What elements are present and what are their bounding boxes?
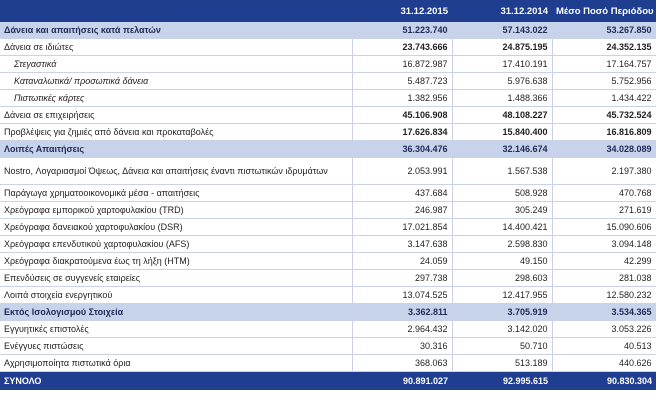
cell-2015: 51.223.740 — [352, 22, 452, 39]
total-2015: 90.891.027 — [352, 372, 452, 391]
cell-average: 470.768 — [552, 185, 656, 202]
cell-average: 15.090.606 — [552, 219, 656, 236]
cell-2015: 1.382.956 — [352, 90, 452, 107]
cell-2015: 297.738 — [352, 270, 452, 287]
table-row — [0, 219, 656, 236]
cell-2015: 3.362.811 — [352, 304, 452, 321]
cell-average: 45.732.524 — [552, 107, 656, 124]
cell-average: 1.434.422 — [552, 90, 656, 107]
row-label: Χρεόγραφα επενδυτικού χαρτοφυλακίου (AFS) — [0, 236, 352, 253]
row-label: Χρεόγραφα εμπορικού χαρτοφυλακίου (TRD) — [0, 202, 352, 219]
table-row — [0, 124, 656, 141]
cell-2015: 2.964.432 — [352, 321, 452, 338]
cell-2014: 305.249 — [452, 202, 552, 219]
table-row — [0, 90, 656, 107]
header-col-2015: 31.12.2015 — [352, 0, 452, 22]
cell-average: 3.534.365 — [552, 304, 656, 321]
cell-average: 271.619 — [552, 202, 656, 219]
cell-2014: 15.840.400 — [452, 124, 552, 141]
cell-2014: 1.567.538 — [452, 158, 552, 185]
row-label: Εκτός Ισολογισμού Στοιχεία — [0, 304, 352, 321]
table-row — [0, 253, 656, 270]
cell-2014: 49.150 — [452, 253, 552, 270]
cell-2014: 48.108.227 — [452, 107, 552, 124]
row-label: Λοιπές Απαιτήσεις — [0, 141, 352, 158]
cell-2014: 3.705.919 — [452, 304, 552, 321]
table-row — [0, 321, 656, 338]
cell-average: 281.038 — [552, 270, 656, 287]
row-label: Λοιπά στοιχεία ενεργητικού — [0, 287, 352, 304]
header-blank-cell — [0, 0, 352, 22]
cell-2014: 5.976.638 — [452, 73, 552, 90]
row-label: Εγγυητικές επιστολές — [0, 321, 352, 338]
cell-average: 40.513 — [552, 338, 656, 355]
cell-2014: 12.417.955 — [452, 287, 552, 304]
table-row — [0, 202, 656, 219]
total-label: ΣΥΝΟΛΟ — [0, 372, 352, 391]
cell-2014: 513.189 — [452, 355, 552, 372]
row-label: Προβλέψεις για ζημιές από δάνεια και προκαταβολές — [0, 124, 352, 141]
header-col-2014: 31.12.2014 — [452, 0, 552, 22]
cell-2015: 24.059 — [352, 253, 452, 270]
cell-average: 24.352.135 — [552, 39, 656, 56]
row-label: Στεγαστικά — [0, 56, 352, 73]
row-label: Ενέγγυες πιστώσεις — [0, 338, 352, 355]
cell-2015: 13.074.525 — [352, 287, 452, 304]
cell-2014: 32.146.674 — [452, 141, 552, 158]
cell-average: 3.094.148 — [552, 236, 656, 253]
cell-2015: 2.053.991 — [352, 158, 452, 185]
cell-2014: 57.143.022 — [452, 22, 552, 39]
cell-average: 53.267.850 — [552, 22, 656, 39]
row-label: Χρεόγραφα διακρατούμενα έως τη λήξη (HTM) — [0, 253, 352, 270]
cell-2015: 16.872.987 — [352, 56, 452, 73]
cell-2015: 17.021.854 — [352, 219, 452, 236]
cell-2014: 508.928 — [452, 185, 552, 202]
table-row — [0, 236, 656, 253]
cell-2015: 23.743.666 — [352, 39, 452, 56]
cell-average: 42.299 — [552, 253, 656, 270]
cell-average: 34.028.089 — [552, 141, 656, 158]
row-label: Δάνεια σε ιδιώτες — [0, 39, 352, 56]
cell-2014: 50.710 — [452, 338, 552, 355]
table-row — [0, 287, 656, 304]
cell-average: 5.752.956 — [552, 73, 656, 90]
table-row — [0, 73, 656, 90]
table-row — [0, 56, 656, 73]
table-row — [0, 185, 656, 202]
table-row — [0, 141, 656, 158]
total-average: 90.830.304 — [552, 372, 656, 391]
cell-2014: 14.400.421 — [452, 219, 552, 236]
cell-2015: 45.106.908 — [352, 107, 452, 124]
cell-2015: 368.063 — [352, 355, 452, 372]
table-row — [0, 22, 656, 39]
cell-average: 3.053.226 — [552, 321, 656, 338]
cell-average: 16.816.809 — [552, 124, 656, 141]
table-row — [0, 107, 656, 124]
row-label: Πιστωτικές κάρτες — [0, 90, 352, 107]
cell-2014: 2.598.830 — [452, 236, 552, 253]
table-row — [0, 304, 656, 321]
row-label: Παράγωγα χρηματοοικονομικά μέσα - απαιτήσεις — [0, 185, 352, 202]
table-row — [0, 158, 656, 185]
cell-2014: 17.410.191 — [452, 56, 552, 73]
cell-2015: 3.147.638 — [352, 236, 452, 253]
cell-2014: 1.488.366 — [452, 90, 552, 107]
row-label: Δάνεια σε επιχειρήσεις — [0, 107, 352, 124]
cell-average: 12.580.232 — [552, 287, 656, 304]
cell-2015: 5.487.723 — [352, 73, 452, 90]
row-label: Χρεόγραφα δανειακού χαρτοφυλακίου (DSR) — [0, 219, 352, 236]
table-row — [0, 270, 656, 287]
row-label: Επενδύσεις σε συγγενείς εταιρείες — [0, 270, 352, 287]
total-row — [0, 372, 656, 391]
cell-2015: 30.316 — [352, 338, 452, 355]
row-label: Δάνεια και απαιτήσεις κατά πελατών — [0, 22, 352, 39]
cell-average: 2.197.380 — [552, 158, 656, 185]
cell-2015: 36.304.476 — [352, 141, 452, 158]
cell-2015: 17.626.834 — [352, 124, 452, 141]
table-header-row — [0, 0, 656, 22]
cell-average: 440.626 — [552, 355, 656, 372]
table-row — [0, 39, 656, 56]
cell-2014: 298.603 — [452, 270, 552, 287]
table-row — [0, 338, 656, 355]
cell-2015: 437.684 — [352, 185, 452, 202]
row-label: Αχρησιμοποίητα πιστωτικά όρια — [0, 355, 352, 372]
header-col-average: Μέσο Ποσό Περιόδου — [552, 0, 656, 22]
total-2014: 92.995.615 — [452, 372, 552, 391]
cell-2014: 3.142.020 — [452, 321, 552, 338]
table-row — [0, 355, 656, 372]
cell-average: 17.164.757 — [552, 56, 656, 73]
row-label: Καταναλωτικά/ προσωπικά δάνεια — [0, 73, 352, 90]
cell-2014: 24.875.195 — [452, 39, 552, 56]
row-label: Nostro, Λογαριασμοί Όψεως, Δάνεια και απαιτήσεις έναντι πιστωτικών ιδρυμάτων — [0, 158, 352, 185]
cell-2015: 246.987 — [352, 202, 452, 219]
